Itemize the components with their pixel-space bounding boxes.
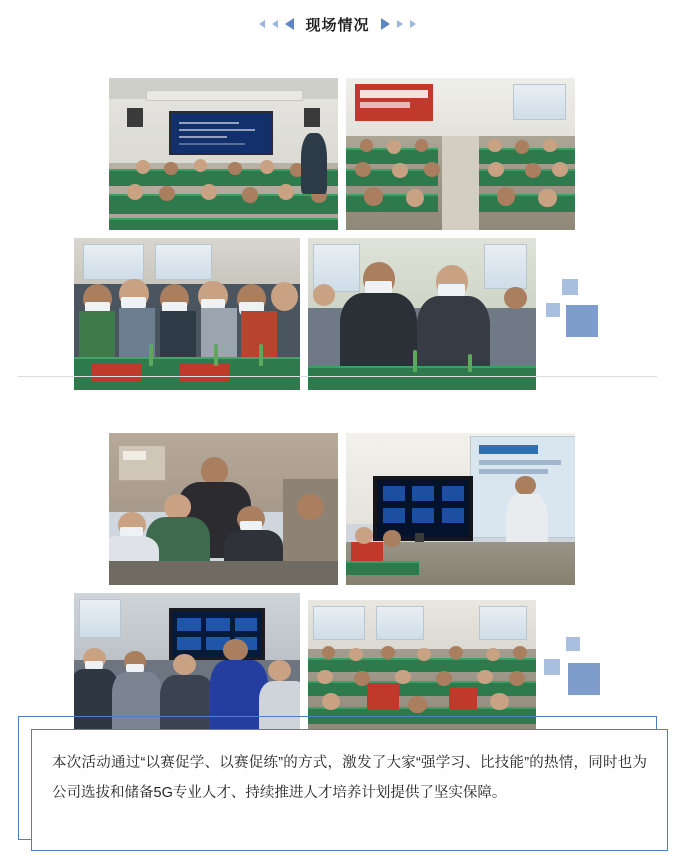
arrow-right-small-icon-2 — [410, 20, 416, 28]
caption-box — [31, 729, 668, 851]
caption-text: 本次活动通过“以赛促学、以赛促练”的方式，激发了大家“强学习、比技能”的热情，同时也为公司选拔和储备5G专业人才、持续推进人才培养计划提供了坚实保障。 — [52, 755, 647, 801]
caption-frame — [18, 716, 657, 840]
section-header — [0, 0, 675, 37]
arrow-right-small-icon — [397, 20, 403, 28]
arrow-left-small-icon — [259, 20, 265, 28]
section-divider — [18, 376, 657, 377]
arrow-right-large-icon — [381, 18, 390, 30]
photo-audience-aisle — [346, 78, 575, 230]
decor-squares-bottom — [544, 637, 610, 703]
photo-team-discussion — [109, 433, 338, 585]
photo-two-speakers — [308, 238, 536, 390]
arrow-left-small-icon-2 — [272, 20, 278, 28]
arrow-left-large-icon — [285, 18, 294, 30]
photo-conference-room-wide — [109, 78, 338, 230]
page-title: 现场情况 — [305, 16, 370, 34]
photo-presenter-screen — [346, 433, 575, 585]
decor-squares-top — [546, 279, 612, 345]
photo-masked-participants — [74, 238, 300, 390]
